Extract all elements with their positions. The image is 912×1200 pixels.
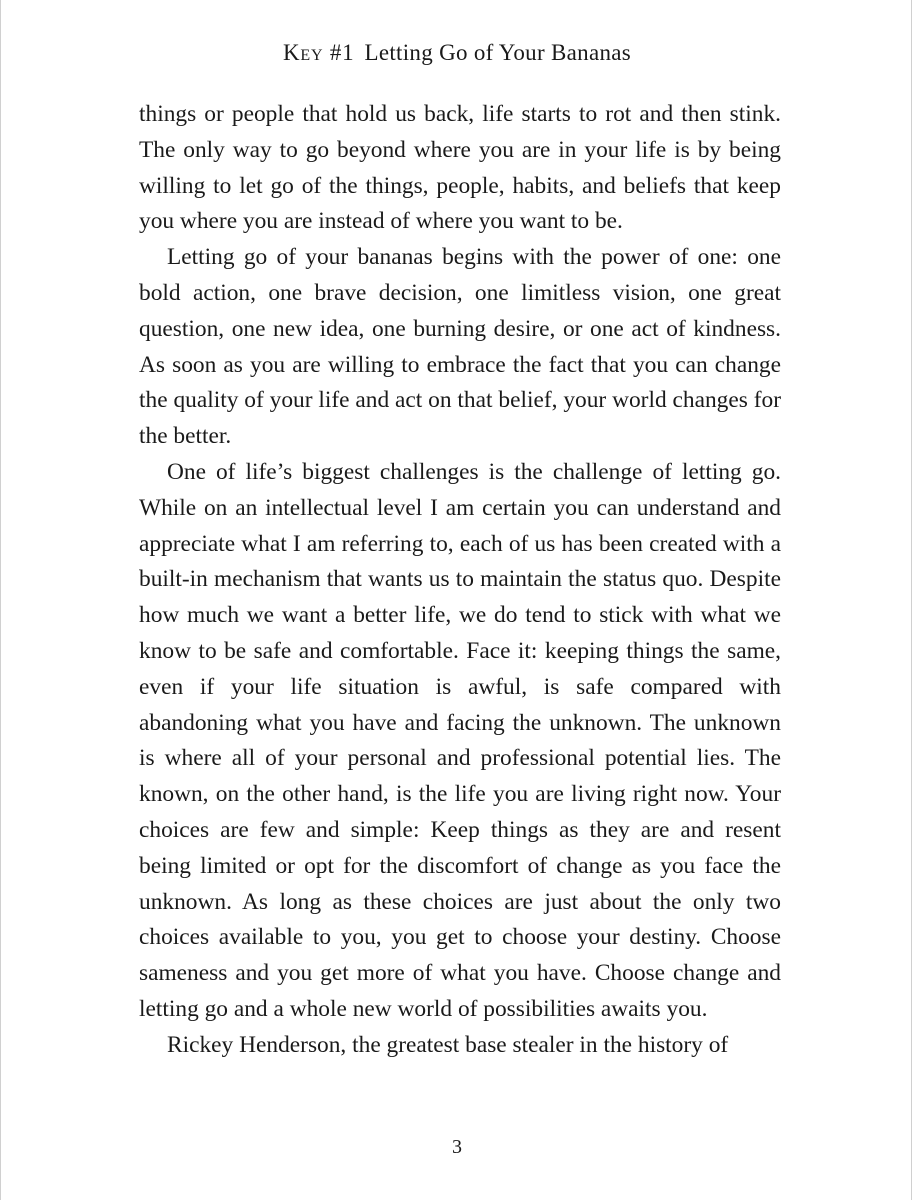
paragraph: Rickey Henderson, the greatest base stealer in the history of bbox=[167, 1031, 729, 1058]
body-text bbox=[139, 97, 781, 1064]
page-number: 3 bbox=[452, 1136, 462, 1158]
running-header bbox=[1, 40, 912, 66]
chapter-title: Letting Go of Your Bananas bbox=[364, 40, 632, 65]
paragraph: One of life’s biggest challenges is the challenge of letting go. While on an intellectual level I am certain you can understand and appreciate what I am referring to, each of us has been created with a built-in mechanism that wants us to maintain the status quo. Despite how much we want a better life, we do tend to stick with what we know to be safe and comfortable. Face it: keeping things the same, even if your life situation is awful, is safe compared with abandoning what you have and facing the unknown. The unknown is where all of your personal and professional potential lies. The known, on the other hand, is the life you are living right now. Your choices are few and simple: Keep things as they are and resent being limited or opt for the discomfort of change as you face the unknown. As long as these choices are just about the only two choices available to you, you get to choose your destiny. Choose sameness and you get more of what you have. Choose change and letting go and a whole new world of possibilities awaits you. bbox=[139, 458, 781, 1022]
paragraph-continued: things or people that hold us back, life starts to rot and then stink. The only way to go beyond where you are in your life is by being willing to let go of the things, people, habits, and beliefs that keep you where you are instead of where you want to be. bbox=[139, 101, 781, 235]
paragraph: Letting go of your bananas begins with the power of one: one bold action, one brave decision, one limitless vision, one great question, one new idea, one burning desire, or one act of kindness. As soon as you are willing to embrace the fact that you can change the quality of your life and act on that belief, your world changes for the better. bbox=[139, 244, 781, 450]
chapter-key-label: Key #1 bbox=[282, 40, 355, 65]
